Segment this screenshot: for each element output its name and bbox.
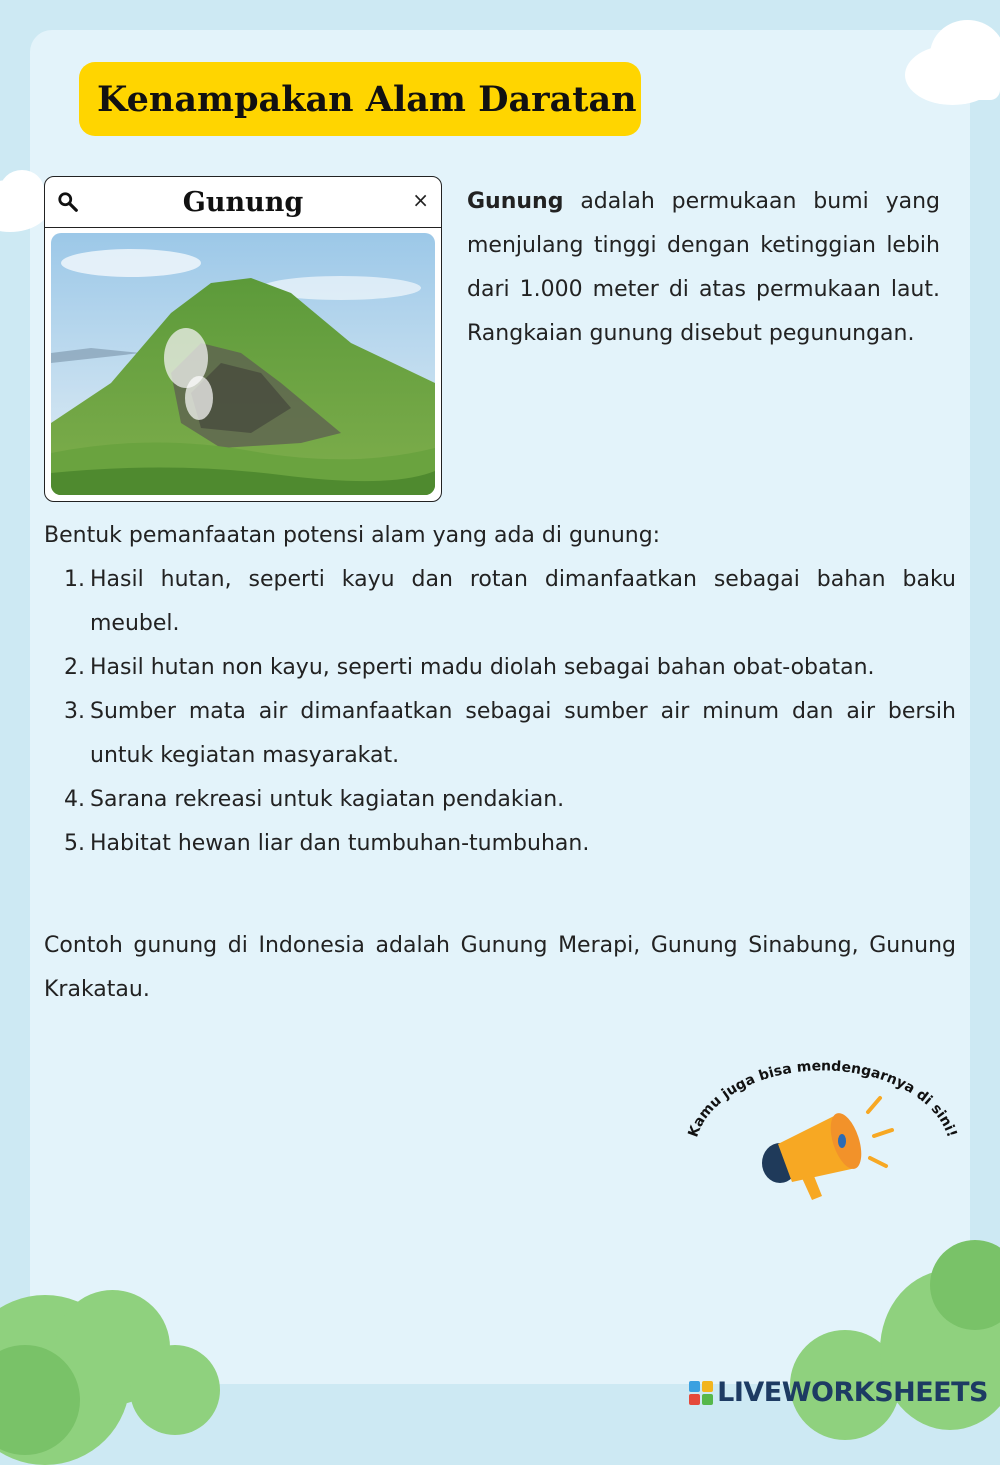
list-number: 4. (64, 787, 85, 812)
intro-term: Gunung (467, 189, 564, 214)
list-number: 5. (64, 831, 85, 856)
intro-paragraph (467, 180, 940, 356)
list-item (44, 558, 956, 646)
megaphone-icon[interactable] (762, 1098, 892, 1200)
list-number: 2. (64, 655, 85, 680)
list-number: 1. (64, 567, 85, 592)
brand-name: LIVEWORKSHEETS (717, 1377, 988, 1408)
gunung-card (44, 176, 442, 502)
list-item (44, 778, 956, 822)
list-number: 3. (64, 699, 85, 724)
audio-widget[interactable] (680, 1040, 960, 1230)
list-text: Hasil hutan non kayu, seperti madu diolah sebagai bahan obat-obatan. (90, 655, 875, 680)
mountain-photo (51, 233, 435, 495)
close-icon[interactable]: × (412, 188, 429, 212)
liveworksheets-icon (689, 1381, 713, 1405)
list-text: Sumber mata air dimanfaatkan sebagai sumber air minum dan air bersih untuk kegiatan masyarakat. (90, 699, 956, 768)
search-icon[interactable] (57, 191, 79, 213)
title-banner (79, 62, 641, 136)
page-title: Kenampakan Alam Daratan (97, 78, 637, 120)
list-text: Habitat hewan liar dan tumbuhan-tumbuhan. (90, 831, 590, 856)
list-text: Hasil hutan, seperti kayu dan rotan dimanfaatkan sebagai bahan baku meubel. (90, 567, 956, 636)
list-text: Sarana rekreasi untuk kagiatan pendakian. (90, 787, 565, 812)
benefits-list (44, 558, 956, 866)
intro-text: adalah permukaan bumi yang menjulang tinggi dengan ketinggian lebih dari 1.000 meter di atas permukaan laut. Rangkaian gunung disebut pegunungan. (467, 189, 940, 346)
list-item (44, 646, 956, 690)
card-title: Gunung (182, 186, 304, 218)
card-header (45, 177, 441, 228)
liveworksheets-logo (689, 1377, 988, 1408)
list-item (44, 822, 956, 866)
audio-caption: Kamu juga bisa mendengarnya di sini! (685, 1058, 960, 1140)
benefits-heading: Bentuk pemanfaatan potensi alam yang ada di gunung: (44, 523, 661, 548)
list-item (44, 690, 956, 778)
closing-paragraph: Contoh gunung di Indonesia adalah Gunung Merapi, Gunung Sinabung, Gunung Krakatau. (44, 933, 956, 1002)
